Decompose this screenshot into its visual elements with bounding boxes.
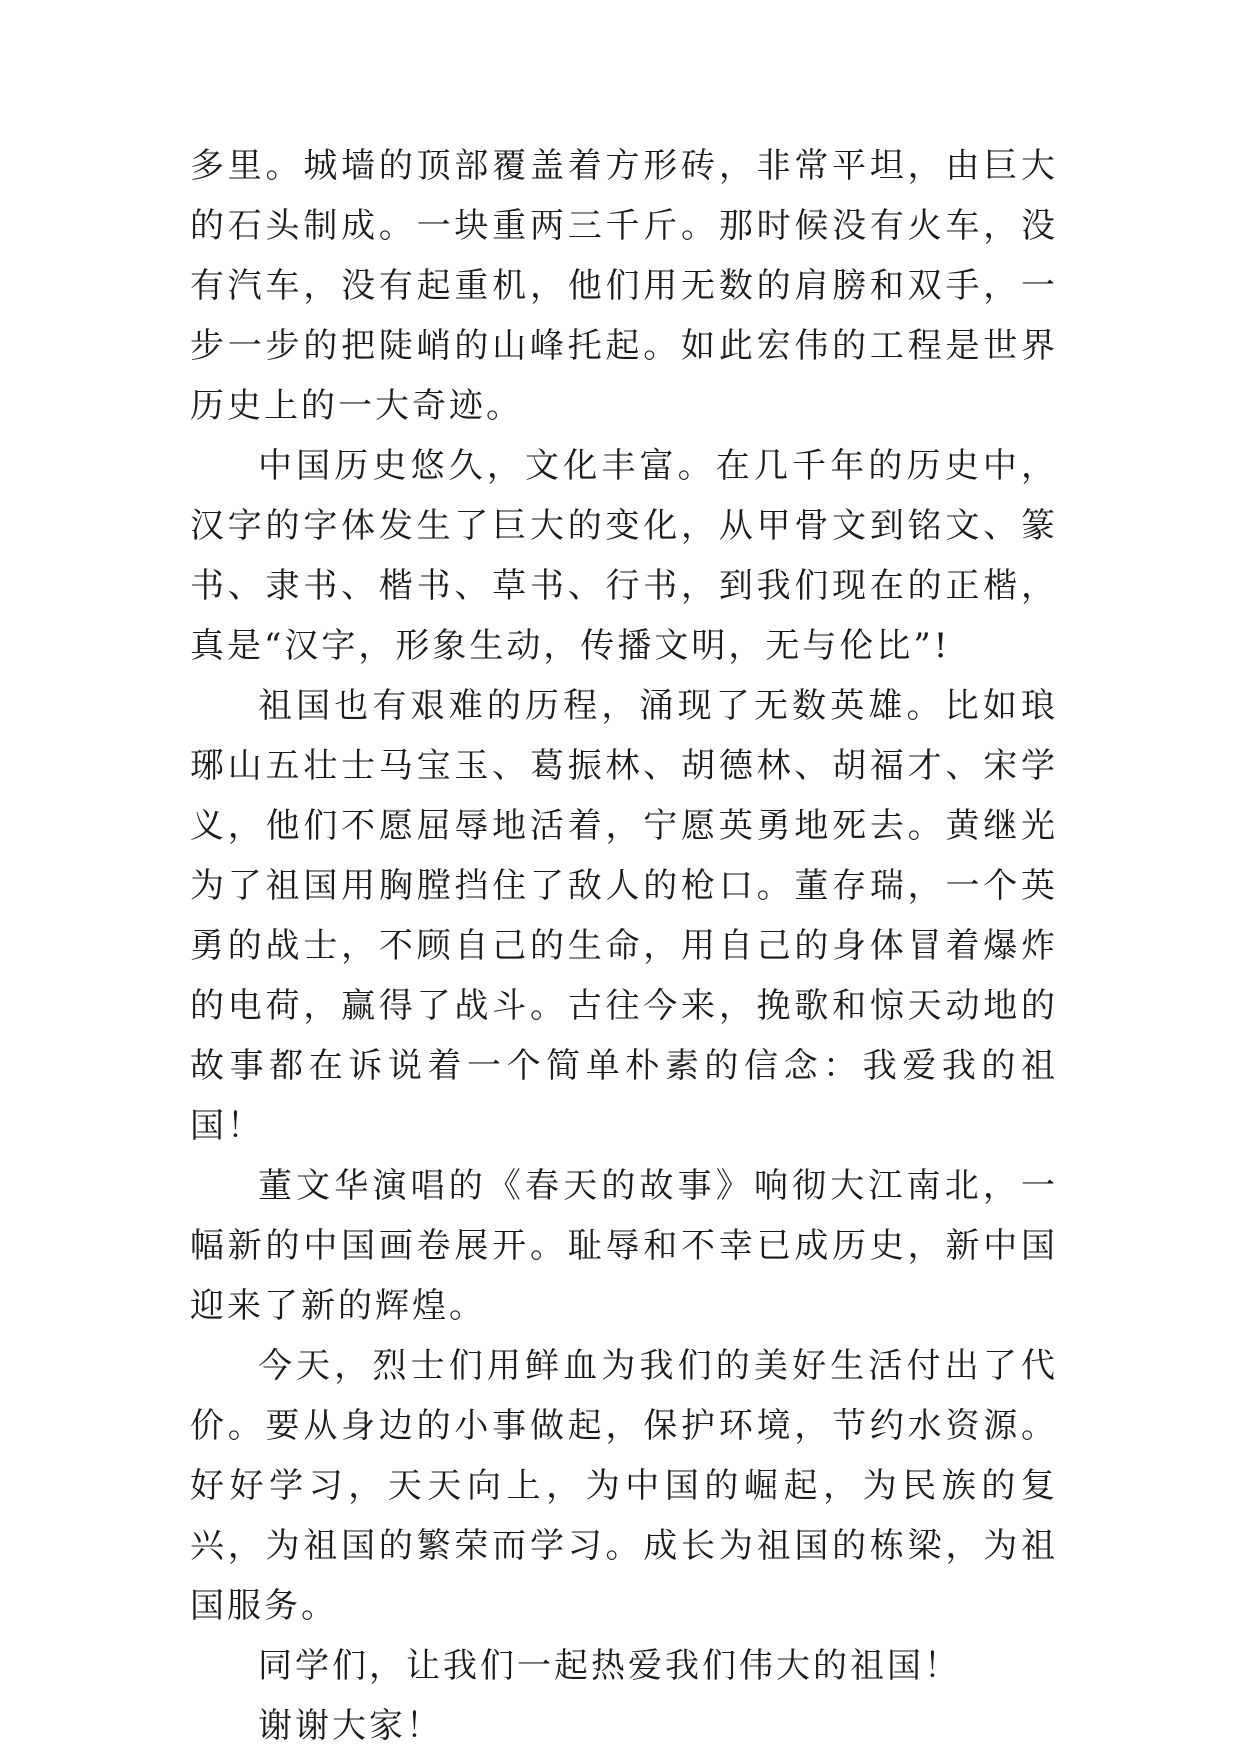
paragraph-thanks: 谢谢大家！ xyxy=(258,1706,443,1746)
paragraph-today: 今天，烈士们用鲜血为我们的美好生活付出了代价。要从身边的小事做起，保护环境，节约水资源。好好学习，天天向上，为中国的崛起，为民族的复兴，为祖国的繁荣而学习。成长为祖国的栋梁，为祖国服务。 xyxy=(190,1346,1058,1626)
paragraph-new-china: 董文华演唱的《春天的故事》响彻大江南北，一幅新的中国画卷展开。耻辱和不幸已成历史，新中国迎来了新的辉煌。 xyxy=(190,1166,1058,1326)
speech-body xyxy=(190,136,1058,1756)
paragraph-continuation: 多里。城墙的顶部覆盖着方形砖，非常平坦，由巨大的石头制成。一块重两三千斤。那时候没有火车，没有汽车，没有起重机，他们用无数的肩膀和双手，一步一步的把陡峭的山峰托起。如此宏伟的工程是世界历史上的一大奇迹。 xyxy=(190,146,1058,426)
paragraph-call-to-action: 同学们，让我们一起热爱我们伟大的祖国！ xyxy=(258,1646,961,1686)
paragraph-heroes: 祖国也有艰难的历程，涌现了无数英雄。比如琅琊山五壮士马宝玉、葛振林、胡德林、胡福才、宋学义，他们不愿屈辱地活着，宁愿英勇地死去。黄继光为了祖国用胸膛挡住了敌人的枪口。董存瑞，一个英勇的战士，不顾自己的生命，用自己的身体冒着爆炸的电荷，赢得了战斗。古往今来，挽歌和惊天动地的故事都在诉说着一个简单朴素的信念：我爱我的祖国！ xyxy=(190,686,1058,1146)
paragraph-chinese-characters: 中国历史悠久，文化丰富。在几千年的历史中，汉字的字体发生了巨大的变化，从甲骨文到铭文、篆书、隶书、楷书、草书、行书，到我们现在的正楷，真是“汉字，形象生动，传播文明，无与伦比”! xyxy=(190,446,1058,666)
